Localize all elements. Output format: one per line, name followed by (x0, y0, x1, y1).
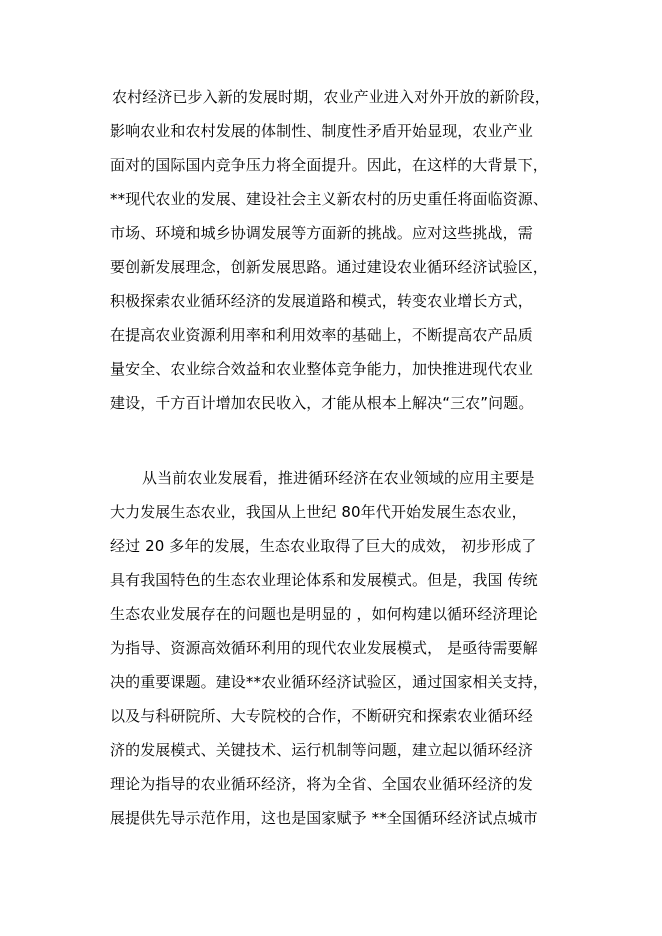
text-line: 农村经济已步入新的发展时期，农业产业进入对外开放的新阶段， (112, 88, 550, 106)
text-line: 市场、环境和城乡协调发展等方面新的挑战。应对这些挑战，需 (110, 224, 533, 242)
text-line: **现代农业的发展、建设社会主义新农村的历史重任将面临资源、 (110, 190, 549, 208)
text-line: 要创新发展理念，创新发展思路。通过建设农业循环经济试验区， (110, 258, 548, 276)
text-line: 积极探索农业循环经济的发展道路和模式，转变农业增长方式， (110, 292, 533, 310)
text-line: 展提供先导示范作用，这也是国家赋予 **全国循环经济试点城市 (110, 809, 538, 827)
text-line: 生态农业发展存在的问题也是明显的 ，如何构建以循环经济理论 (110, 605, 538, 623)
text-line: 建设，千方百计增加农民收入，才能从根本上解决“三农”问题。 (110, 394, 534, 412)
text-line: 经过 20 多年的发展，生态农业取得了巨大的成效， 初步形成了 (110, 537, 537, 555)
text-line: 为指导、资源高效循环利用的现代农业发展模式， 是亟待需要解 (110, 639, 538, 657)
text-line: 以及与科研院所、大专院校的合作，不断研究和探索农业循环经 (110, 707, 533, 725)
text-line: 决的重要课题。建设**农业循环经济试验区，通过国家相关支持， (110, 673, 549, 691)
text-line: 量安全、农业综合效益和农业整体竞争能力，加快推进现代农业 (110, 360, 533, 378)
text-line: 在提高农业资源利用率和利用效率的基础上，不断提高农产品质 (110, 326, 533, 344)
text-line: 济的发展模式、关键技术、运行机制等问题，建立起以循环经济 (110, 741, 533, 759)
text-line: 具有我国特色的生态农业理论体系和发展模式。但是，我国 传统 (110, 571, 538, 589)
text-line: 大力发展生态农业，我国从上世纪 80年代开始发展生态农业， (110, 503, 527, 521)
text-line: 影响农业和农村发展的体制性、制度性矛盾开始显现，农业产业 (110, 122, 533, 140)
text-line: 从当前农业发展看，推进循环经济在农业领域的应用主要是 (142, 469, 535, 487)
text-line: 面对的国际国内竞争压力将全面提升。因此，在这样的大背景下， (110, 156, 548, 174)
text-line: 理论为指导的农业循环经济，将为全省、全国农业循环经济的发 (110, 775, 533, 793)
